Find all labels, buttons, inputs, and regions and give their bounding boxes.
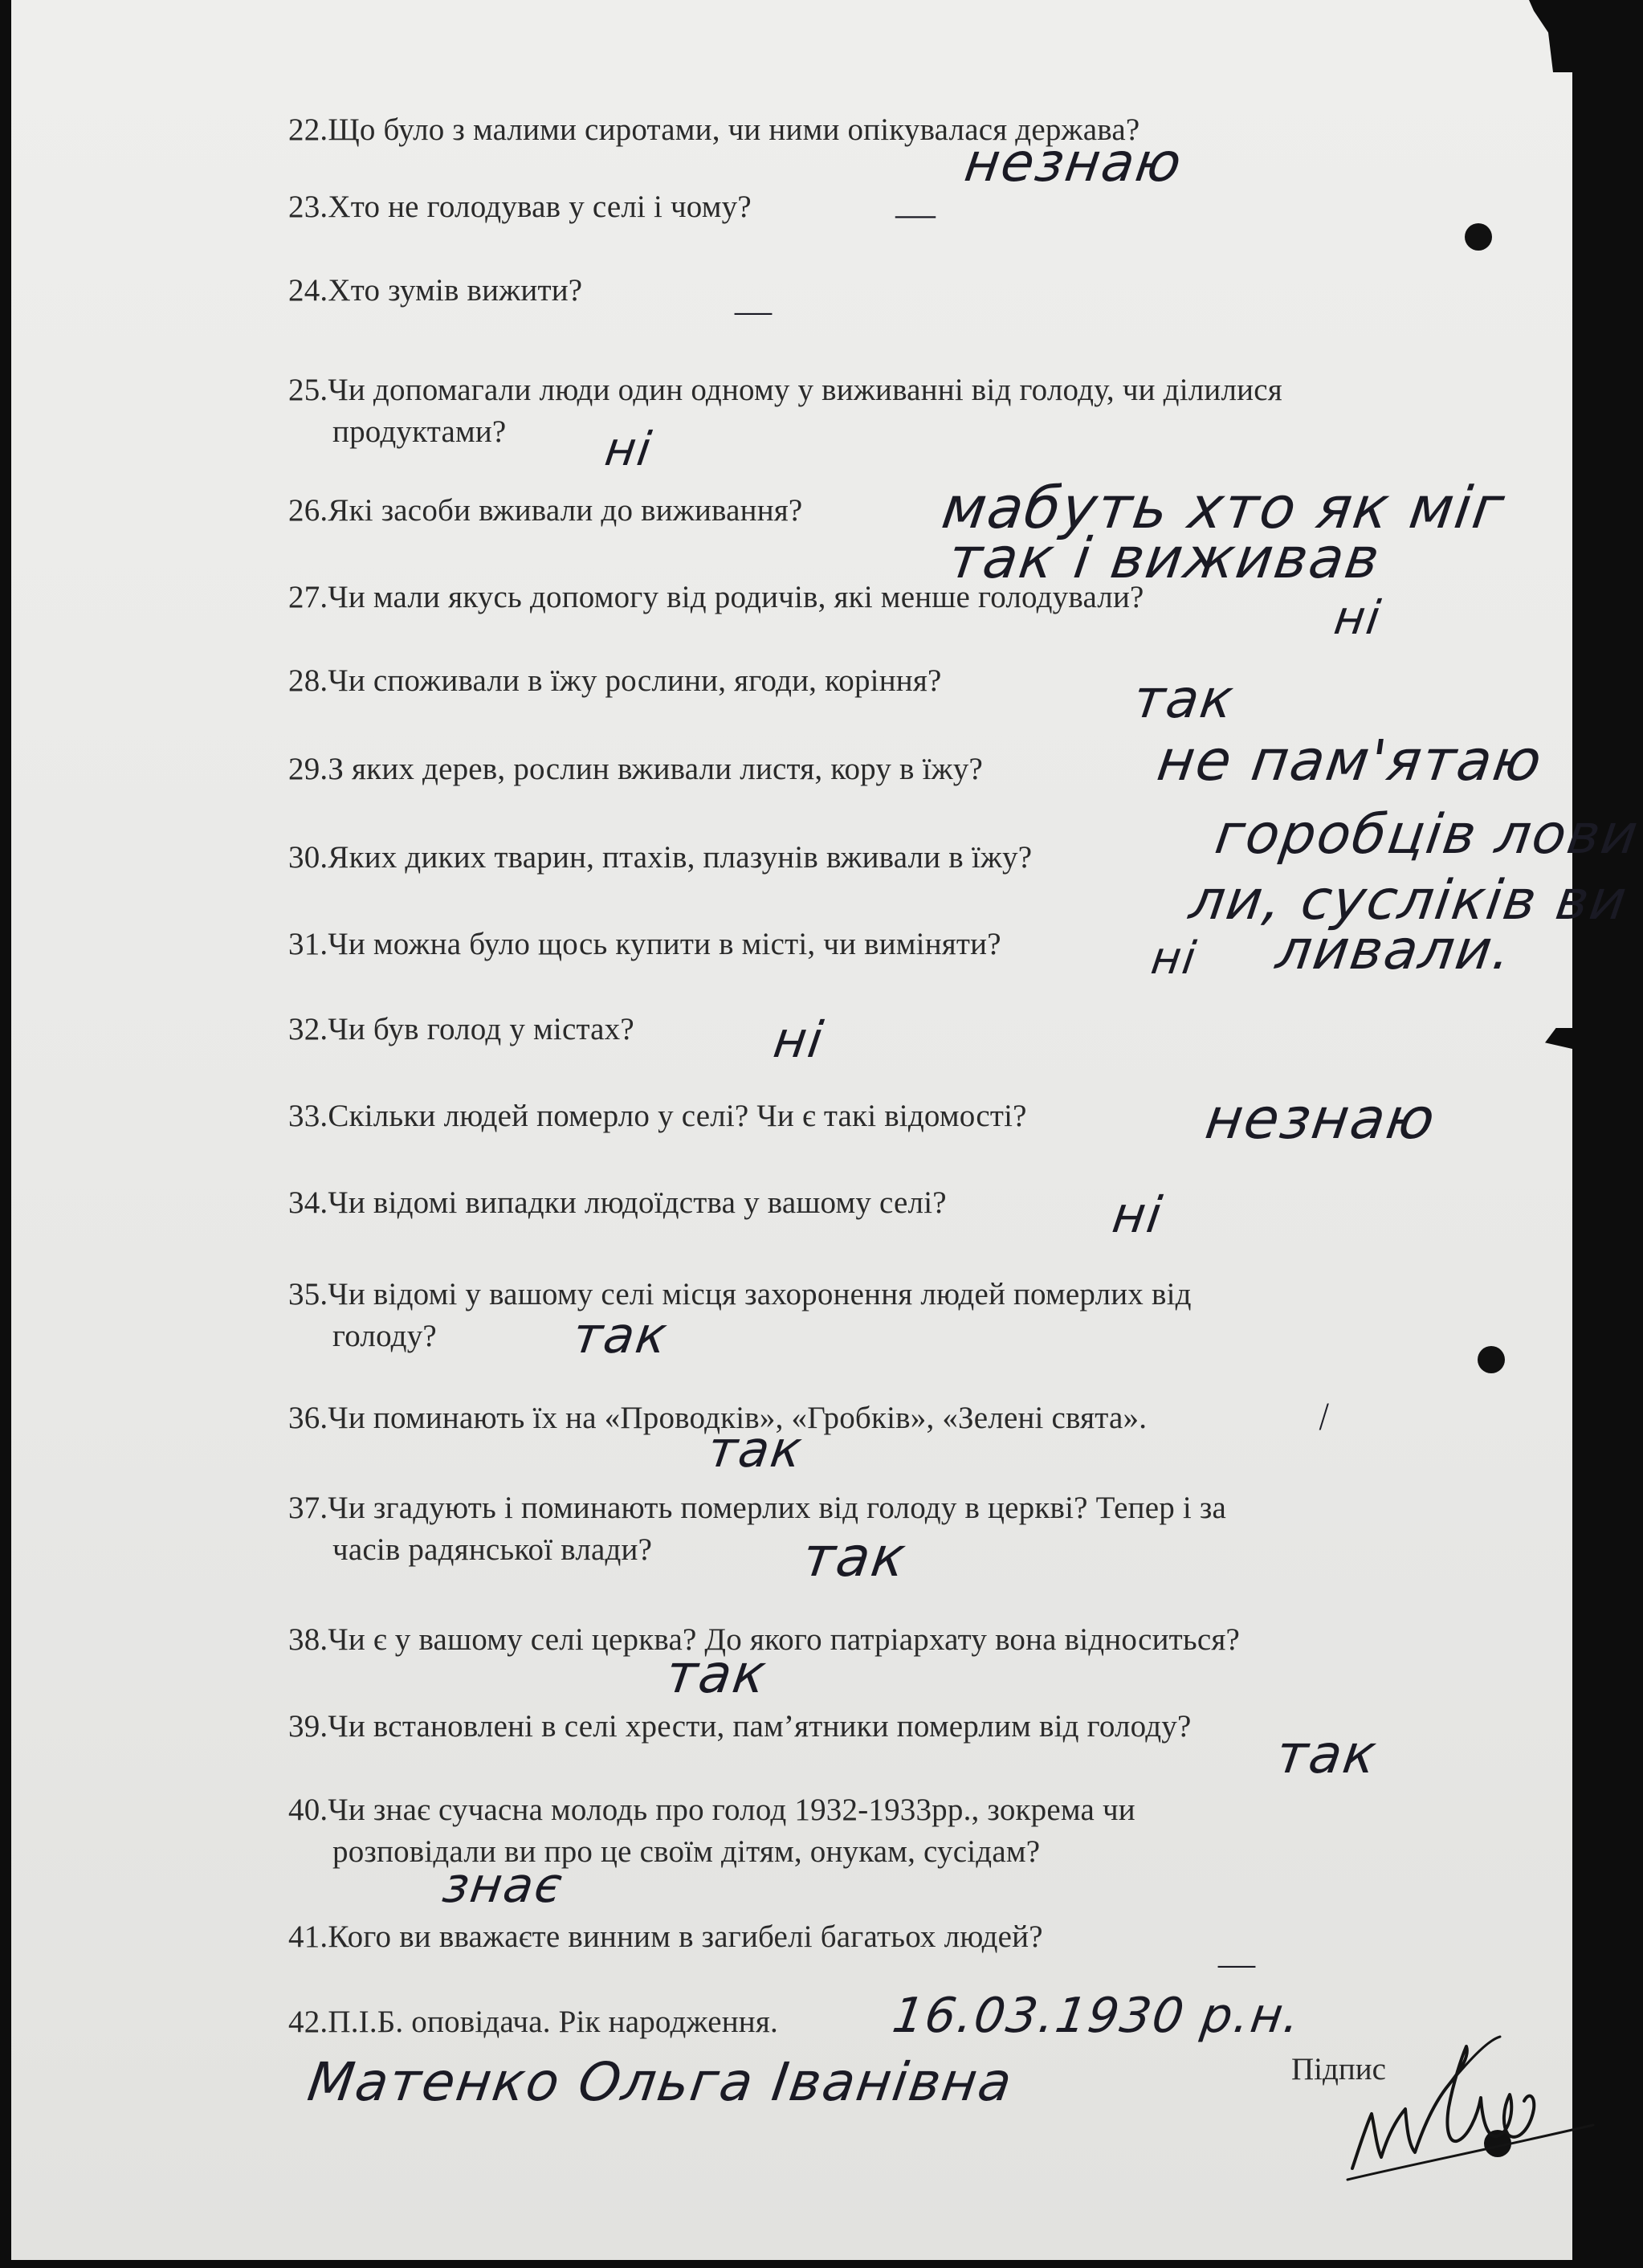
question-31: 31.Чи можна було щось купити в місті, чи виміняти? (288, 927, 1001, 961)
answer-23-dash: — (893, 189, 940, 241)
answer-40: знає (439, 1858, 567, 1914)
question-30: 30.Яких диких тварин, птахів, плазунів вживали в їжу? (288, 840, 1033, 875)
question-28: 28.Чи споживали в їжу рослини, ягоди, коріння? (288, 663, 942, 698)
birth-date: 16.03.1930 р.н. (889, 1988, 1305, 2044)
answer-27: ні (1331, 590, 1385, 645)
question-24: 24.Хто зумів вижити? (288, 273, 583, 308)
question-38: 38.Чи є у вашому селі церква? До якого патріархату вона відноситься? (288, 1622, 1241, 1657)
answer-29: не пам'ятаю (1153, 728, 1547, 793)
question-32: 32.Чи був голод у містах? (288, 1012, 634, 1046)
handwritten-signature (1328, 2008, 1601, 2193)
question-29: 29.З яких дерев, рослин вживали листя, кору в їжу? (288, 752, 983, 786)
torn-corner (1476, 0, 1572, 72)
answer-36: так (703, 1420, 807, 1479)
question-33: 33.Скільки людей померло у селі? Чи є такі відомості? (288, 1099, 1027, 1133)
punch-hole (1478, 1346, 1505, 1373)
answer-41-dash: — (1216, 1940, 1259, 1989)
respondent-name: Матенко Ольга Іванівна (304, 2051, 1017, 2113)
punch-hole (1465, 223, 1492, 251)
question-39: 39.Чи встановлені в селі хрести, пам’ятники померлим від голоду? (288, 1709, 1192, 1744)
questionnaire-page (11, 0, 1643, 2260)
answer-38: так (662, 1643, 772, 1705)
question-36: 36.Чи поминають їх на «Проводків», «Гробків», «Зелені свята». (288, 1401, 1148, 1435)
answer-24-dash: — (732, 288, 776, 336)
answer-30-line1: горобців лови (1211, 803, 1643, 867)
torn-edge (1545, 1028, 1572, 1049)
answer-35: так (569, 1306, 672, 1364)
answer-30-line3: ливали. (1272, 919, 1517, 982)
answer-26-line1: мабуть хто як міг (938, 474, 1510, 541)
signature-label: Підпис (1291, 2052, 1386, 2086)
answer-39: так (1272, 1723, 1382, 1785)
answer-37: так (798, 1526, 911, 1589)
question-25: 25.Чи допомагали люди один одному у виживанні від голоду, чи ділилися продуктами? (288, 373, 1282, 449)
question-37: 37.Чи згадують і поминають померлих від голоду в церкві? Тепер і за часів радянської влади? (288, 1491, 1226, 1567)
answer-31: ні (1148, 932, 1201, 985)
answer-23: незнаю (960, 132, 1187, 194)
question-27: 27.Чи мали якусь допомогу від родичів, які менше голодували? (288, 580, 1144, 614)
answer-32: ні (769, 1010, 828, 1069)
answer-26-line2: так і виживав (944, 525, 1385, 591)
question-26: 26.Які засоби вживали до виживання? (288, 493, 803, 528)
question-34: 34.Чи відомі випадки людоїдства у вашому селі? (288, 1185, 947, 1220)
question-35: 35.Чи відомі у вашому селі місця захоронення людей померлих від голоду? (288, 1277, 1192, 1353)
answer-36-mark: / (1319, 1398, 1331, 1435)
answer-34: ні (1108, 1185, 1167, 1244)
answer-33: незнаю (1201, 1086, 1441, 1152)
answer-30-line2: ли, сусліків ви (1185, 869, 1632, 932)
answer-25: ні (601, 422, 656, 476)
question-42: 42.П.І.Б. оповідача. Рік народження. (288, 2005, 778, 2039)
answer-28: так (1129, 668, 1239, 730)
question-22: 22.Що було з малими сиротами, чи ними опікувалася держава? (288, 112, 1140, 147)
question-40: 40.Чи знає сучасна молодь про голод 1932-1933рр., зокрема чи розповідали ви про це своїм дітям, онукам, сусідам? (288, 1793, 1135, 1869)
question-41: 41.Кого ви вважаєте винним в загибелі багатьох людей? (288, 1919, 1043, 1954)
question-23: 23.Хто не голодував у селі і чому? (288, 190, 752, 224)
